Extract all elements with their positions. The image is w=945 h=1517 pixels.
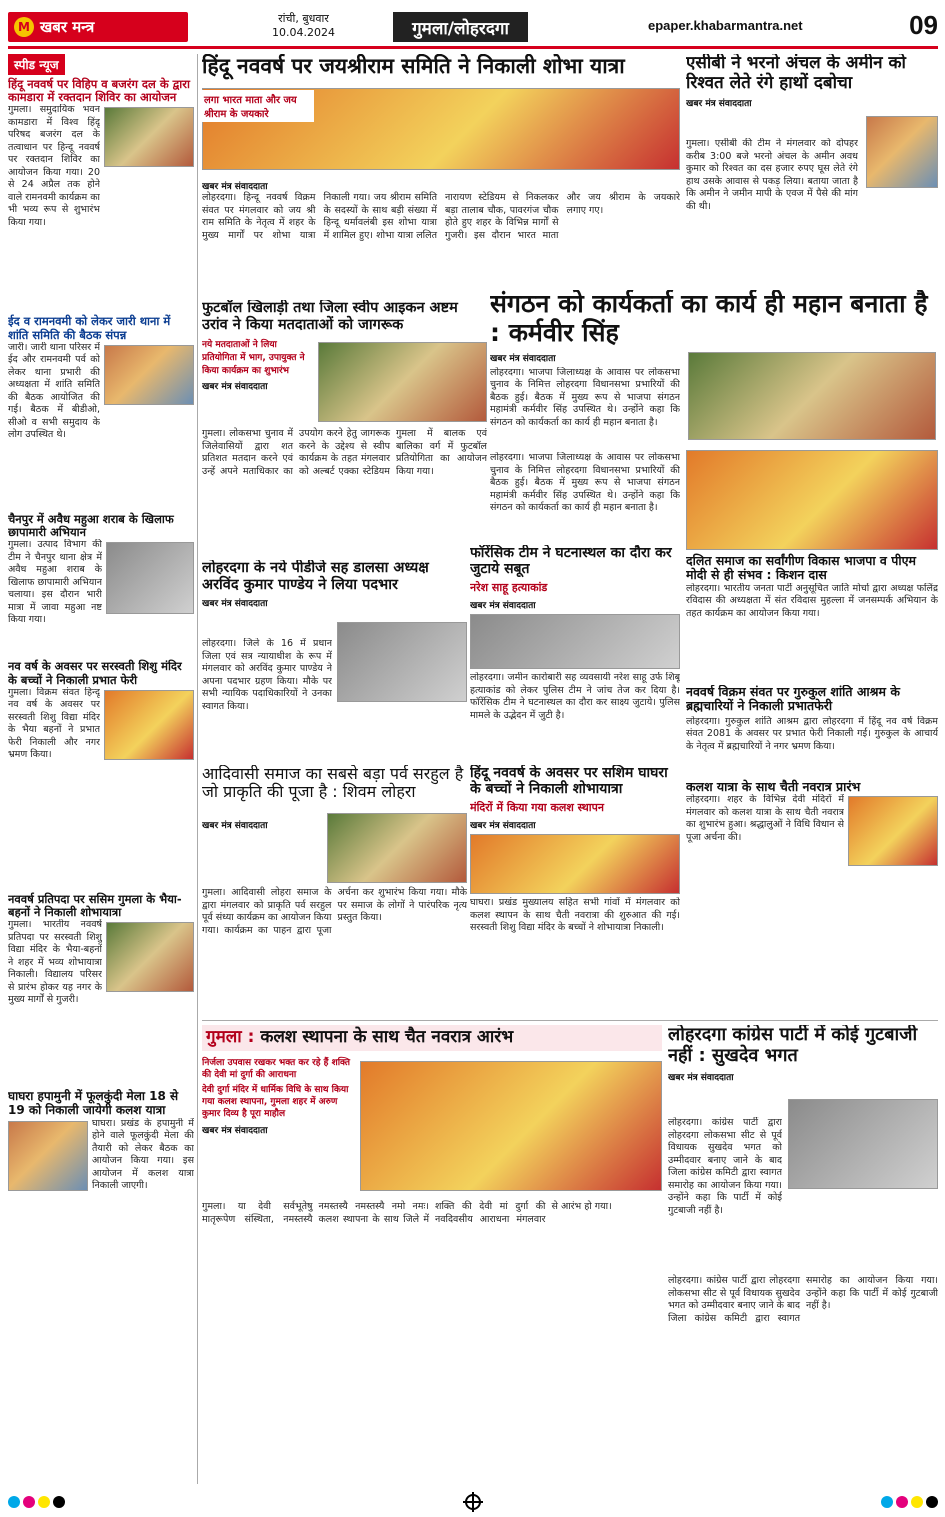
story-headline[interactable]: चैनपुर में अवैध महुआ शराब के खिलाफ छापामारी अभियान [8,511,174,540]
congress-body-continued: लोहरदगा। कांग्रेस पार्टी द्वारा लोहरदगा लोकसभा सीट से पूर्व विधायक सुखदेव भगत को उम्मीदवार बनाए जाने के बाद जिला कांग्रेस कमिटी द्वारा स्वागत समारोह का आयोजन किया गया। उन्होंने कहा कि पार्टी में कोई गुटबाजी नहीं है। [668,1275,938,1324]
story-headline[interactable]: नववर्ष प्रतिपदा पर ससिम गुमला के भैया-बहनों ने निकाली शोभायात्रा [8,891,182,919]
sangathan-body: लोहरदगा। भाजपा जिलाध्यक्ष के आवास पर लोकसभा चुनाव के निमित्त लोहरदगा विधानसभा प्रभारियों की बैठक हुई। बैठक में मुख्य रूप से भाजपा संगठन महामंत्री कर्मवीर सिंह उपस्थित थे। उन्होंने कहा कि संगठन को कार्यकर्ता का कार्य ही महान बनाता है। [490,452,680,513]
story-headline[interactable]: हिंदू नववर्ष पर विहिप व बजरंग दल के द्वारा कामडारा में रक्तदान शिविर का आयोजन [8,77,190,105]
gumla-kalash-body: गुमला। या देवी सर्वभूतेषु मातृरूपेण संस्थिता, नमस्तस्यै नमस्तस्यै नमस्तस्यै नमो नमः। कलश स्थापना के साथ जिले में शक्ति की देवी मां दुर्गा की नवदिवसीय आराधना मंगलवार से आरंभ हो गया। [202,1201,612,1225]
sangathan-headline[interactable]: संगठन को कार्यकर्ता का कार्य ही महान बनाता है : कर्मवीर सिंह [490,290,928,347]
gumla-prefix: गुमला : [206,1027,255,1047]
lead-headline[interactable]: हिंदू नववर्ष पर जयश्रीराम समिति ने निकाली शोभा यात्रा [202,54,625,78]
congress-headline[interactable]: लोहरदगा कांग्रेस पार्टी में कोई गुटबाजी नहीं : सुखदेव भगत [668,1025,918,1066]
football-story [202,300,487,555]
story-body: घाघरा। प्रखंड के हपामुनी में होने वाले फूलकुंदी मेला की तैयारी को लेकर बैठक का आयोजन किया गया। इस आयोजन में कलश यात्रा निकाली जाएगी। [92,1117,194,1192]
kalash-photo [848,796,938,866]
adivasi-photo [327,813,467,883]
logo-icon: M [14,17,34,37]
lead-byline: खबर मंत्र संवाददाता [202,182,268,192]
football-byline: खबर मंत्र संवाददाता [202,382,268,393]
cyan-swatch [881,1496,893,1508]
gumla-kalash-photo [360,1061,662,1191]
gumla-kalash-byline: खबर मंत्र संवाददाता [202,1125,268,1136]
story-photo [104,690,194,760]
congress-byline: खबर मंत्र संवाददाता [668,1073,734,1084]
issue-date: 10.04.2024 [272,26,335,39]
dalit-story [686,450,938,680]
story-body: गुमला। भारतीय नववर्ष प्रतिपदा पर सरस्वती शिशु विद्या मंदिर के भैया-बहनों ने शहर में भव्य शोभायात्रा निकाली। विद्यालय परिसर से प्रारंभ होकर यह नगर के मुख्य मार्गों से गुजरी। [8,919,102,1006]
bullet-item: देवी दुर्गा मंदिर में धार्मिक विधि के साथ किया गया कलश स्थापना, गुमला शहर में अरुण कुमार दिव्य है पूरा माहौल [202,1084,349,1119]
adivasi-body: गुमला। आदिवासी लोहरा समाज के द्वारा मंगलवार को प्राकृति पर्व सरहुल पूर्व संध्या कार्यक्रम का आयोजन किया गया। कार्यक्रम का पाहन द्वारा पूजा अर्चना कर शुभारंभ किया गया। मौके पर समाज के लोगों ने पारंपरिक नृत्य प्रस्तुत किया। [202,887,467,936]
yellow-swatch [38,1496,50,1508]
bullet-item: निर्जला उपवास रखकर भक्त कर रहे हैं शक्ति की देवी मां दुर्गा की आराधना [202,1057,350,1080]
story-headline[interactable]: घाघरा हपामुनी में फूलकुंदी मेला 18 से 19 को निकाली जायेगी कलश यात्रा [8,1089,179,1117]
ghaghra-byline: खबर मंत्र संवाददाता [470,821,536,832]
lead-body: लोहरदगा। हिन्दू नववर्ष विक्रम संवत पर मंगलवार को जय श्री राम समिति के नेतृत्व में शहर के मुख्य मार्गों पर शोभा यात्रा निकाली गया। जय श्रीराम समिति के सदस्यों के साथ बड़ी संख्या में हिन्दू धर्मावलंबी इस शोभा यात्रा में शामिल हुए। शोभा यात्रा ललित नारायण स्टेडियम से निकलकर बड़ा तालाब चौक, पावरगंज चौक होते हुए शहर के विभिन्न मार्गों से गुजरी। इस दौरान भारत माता और जय श्रीराम के जयकारे लगाए गए। [202,192,680,241]
color-bar-right [881,1496,938,1508]
adivasi-story [202,765,467,1015]
dateline [272,12,335,40]
ghaghra-headline[interactable]: हिंदू नववर्ष के अवसर पर सशिम घाघरा के बच्चों ने निकाली शोभायात्रा [470,765,668,798]
gumla-kalash-title: कलश स्थापना के साथ चैत नवरात्र आरंभ [260,1027,514,1047]
dalit-photo [686,450,938,550]
kalash-headline[interactable]: कलश यात्रा के साथ चैती नवरात्र प्रारंभ [686,778,861,794]
print-marks [8,1495,938,1509]
gurukul-body: लोहरदगा। गुरुकुल शांति आश्रम द्वारा लोहरदगा में हिंदू नव वर्ष विक्रम संवत 2081 के अवसर पर प्रभात फेरी निकाली गई। गुरुकुल के आचार्य के नेतृत्व में ब्रह्मचारियों ने नगर भ्रमण किया। [686,715,938,752]
color-bar-left [8,1496,65,1508]
lead-kicker: लगा भारत माता और जय श्रीराम के जयकारे [202,90,314,122]
kalash-body: लोहरदगा। शहर के विभिन्न देवी मंदिरों में मंगलवार को कलश यात्रा के साथ चैती नवरात्र का शुभारंभ हुआ। श्रद्धालुओं ने विधि विधान से पूजा अर्चना की। [686,794,844,843]
gumla-kalash-story [202,1025,662,1487]
adivasi-headline[interactable]: आदिवासी समाज का सबसे बड़ा पर्व सरहुल है जो प्राकृति की पूजा है : शिवम लोहरा [202,765,464,802]
story-body: गुमला। समुदायिक भवन कामडारा में विश्व हिंदू परिषद बजरंग दल के तत्वाधान पर हिन्दू नववर्ष पर रक्तदान शिविर का आयोजन किया गया। 20 से 24 अप्रैल तक होने वाले रामनवमी कार्यक्रम का भी भव्य रूप से शुभारंभ किया गया। [8,104,100,228]
magenta-swatch [23,1496,35,1508]
football-photo [318,342,487,422]
gurukul-story [686,685,938,885]
header-rule [8,46,938,49]
sangathan-body: लोहरदगा। भाजपा जिलाध्यक्ष के आवास पर लोकसभा चुनाव के निमित्त लोहरदगा विधानसभा प्रभारियों की बैठक हुई। बैठक में मुख्य रूप से भाजपा संगठन महामंत्री कर्मवीर सिंह उपस्थित थे। उन्होंने कहा कि संगठन को कार्यकर्ता का कार्य ही महान बनाता है। [490,366,680,428]
registration-mark-icon [465,1494,481,1510]
gumla-kalash-headline[interactable] [202,1025,662,1051]
story-body: गुमला। विक्रम संवत हिन्दू नव वर्ष के अवसर पर सरस्वती शिशु विद्या मंदिर के भैया बहनों ने प्रभात फेरी निकाली और नगर भ्रमण किया। [8,686,100,761]
story-body: गुमला। उत्पाद विभाग की टीम ने चैनपुर थाना क्षेत्र में अवैध महुआ शराब के खिलाफ छापामारी अभियान चलाया। इस दौरान भारी मात्रा में जावा महुआ नष्ट किया गया। [8,539,102,626]
section-title: गुमला/लोहरदगा [393,12,528,42]
column-divider [197,54,198,1484]
story-photo [104,107,194,167]
forensic-story [470,545,680,760]
story-headline[interactable]: नव वर्ष के अवसर पर सरस्वती शिशु मंदिर के बच्चों ने निकाली प्रभात फेरी [8,659,182,687]
black-swatch [53,1496,65,1508]
congress-photo [788,1099,938,1189]
acb-photo [866,116,938,188]
story-headline[interactable]: ईद व रामनवमी को लेकर जारी थाना में शांति समिति की बैठक संपन्न [8,314,171,342]
ghaghra-kicker: मंदिरों में किया गया कलश स्थापन [470,801,604,815]
football-body: गुमला। लोकसभा चुनाव में जिलेवासियों द्वारा शत प्रतिशत मतदान करने एवं उन्हें अपने मताधिकार का उपयोग करने हेतु जागरूक करने के उद्देश्य से स्वीप कार्यक्रम के तहत मंगलवार को अल्बर्ट एक्का स्टेडियम गुमला में बालक एवं बालिका वर्ग में फुटबॉल प्रतियोगिता का आयोजन किया गया। [202,428,487,477]
acb-headline[interactable]: एसीबी ने भरनो अंचल के अमीन को रिश्वत लेते रंगे हाथों दबोचा [686,54,906,93]
story-photo [8,1121,88,1191]
forensic-byline: खबर मंत्र संवाददाता [470,601,536,612]
left-column [8,54,194,1484]
acb-body: गुमला। एसीबी की टीम ने मंगलवार को दोपहर करीब 3:00 बजे भरनो अंचल के अमीन अवध कुमार को रिश्वत का दस हजार रुपए घूस लेते रंगे हाथ उसके आवास से पकड़ लिया। बताया जाता है कि अमीन ने जमीन मापी के एवज में पैसे की मांग की थी। [686,138,858,212]
cyan-swatch [8,1496,20,1508]
story-photo [106,542,194,614]
story-photo [106,922,194,992]
gumla-kalash-bullets [202,1057,352,1120]
pdj-byline: खबर मंत्र संवाददाता [202,599,268,610]
speed-news-tag: स्पीड न्यूज [8,54,65,75]
congress-body: लोहरदगा। कांग्रेस पार्टी द्वारा लोहरदगा लोकसभा सीट से पूर्व विधायक सुखदेव भगत को उम्मीदवार बनाए जाने के बाद जिला कांग्रेस कमिटी द्वारा स्वागत समारोह का आयोजन किया गया। उन्होंने कहा कि पार्टी में कोई गुटबाजी नहीं है। [668,1117,782,1216]
sangathan-byline: खबर मंत्र संवाददाता [490,353,556,364]
brand-logo[interactable] [8,12,188,42]
section-divider [202,1020,938,1021]
football-headline[interactable]: फुटबॉल खिलाड़ी तथा जिला स्वीप आइकन अष्टम उरांव ने किया मतदाताओं को जागरूक [202,300,458,333]
city-day: रांची, बुधवार [278,12,329,25]
page-number: 09 [909,10,938,40]
pdj-story [202,560,467,760]
pdj-headline[interactable]: लोहरदगा के नये पीडीजे सह डालसा अध्यक्ष अरविंद कुमार पाण्डेय ने लिया पदभार [202,560,429,593]
dalit-body: लोहरदगा। भारतीय जनता पार्टी अनुसूचित जाति मोर्चा द्वारा अध्यक्ष फलिंद्र रविदास की अध्यक्षता में संत रविदास मुहल्ला में जनसम्पर्क अभियान के तहत कार्यक्रम का आयोजन किया गया। [686,582,938,619]
congress-story [668,1025,938,1487]
black-swatch [926,1496,938,1508]
forensic-photo [470,614,680,669]
sangathan-photo [688,352,936,440]
epaper-url[interactable]: epaper.khabarmantra.net [648,18,803,33]
pdj-body: लोहरदगा। जिले के 16 में प्रधान जिला एवं सत्र न्यायाधीश के रूप में मंगलवार को अरविंद कुमार पाण्डेय ने अपना पदभार ग्रहण किया। मौके पर सभी न्यायिक पदाधिकारियों ने उनका स्वागत किया। [202,638,332,712]
adivasi-byline: खबर मंत्र संवाददाता [202,820,268,831]
story-photo [104,345,194,405]
story-body: जारी। जारी थाना परिसर में ईद और रामनवमी पर्व को लेकर थाना प्रभारी की अध्यक्षता में शांति समिति की बैठक आयोजित की गई। बैठक में बीडीओ, सीओ व सभी समुदाय के लोग उपस्थित थे। [8,341,100,441]
ghaghra-body: घाघरा। प्रखंड मुख्यालय सहित सभी गांवों में मंगलवार को कलश स्थापन के साथ चैती नवरात्रा की शुरुआत की गई। सरस्वती शिशु विद्या मंदिर के बच्चों ने शोभायात्रा निकाली। [470,897,680,934]
pdj-photo [337,622,467,702]
forensic-body: लोहरदगा। जमीन कारोबारी सह व्यवसायी नरेश साहू उर्फ शिबू हत्याकांड को लेकर पुलिस टीम ने जांच तेज कर दिया है। फॉरेंसिक टीम ने घटनास्थल का दौरा कर साक्ष्य जुटाये। पुलिस मामले के उद्भेदन में जुटी है। [470,672,680,721]
sangathan-story [490,290,938,450]
ghaghra-story [470,765,680,1015]
dalit-headline[interactable]: दलित समाज का सर्वांगीण विकास भाजपा व पीएम मोदी से ही संभव : किशन दास [686,553,916,583]
forensic-headline[interactable]: फॉरेंसिक टीम ने घटनास्थल का दौरा कर जुटाये सबूत [470,545,672,578]
magenta-swatch [896,1496,908,1508]
sangathan-continued [490,452,680,537]
forensic-kicker: नरेश साहू हत्याकांड [470,581,548,595]
acb-byline: खबर मंत्र संवाददाता [686,99,752,110]
page-header [8,10,938,46]
football-kicker: नये मतदाताओं ने लिया प्रतियोगिता में भाग, उपायुक्त ने किया कार्यक्रम का शुभारंभ [202,340,305,377]
yellow-swatch [911,1496,923,1508]
gurukul-headline[interactable]: नववर्ष विक्रम संवत पर गुरुकुल शांति आश्रम के ब्रह्मचारियों ने निकाली प्रभातफेरी [686,685,900,714]
brand-name: खबर मन्त्र [40,18,95,36]
acb-story [686,54,938,284]
ghaghra-photo [470,834,680,894]
